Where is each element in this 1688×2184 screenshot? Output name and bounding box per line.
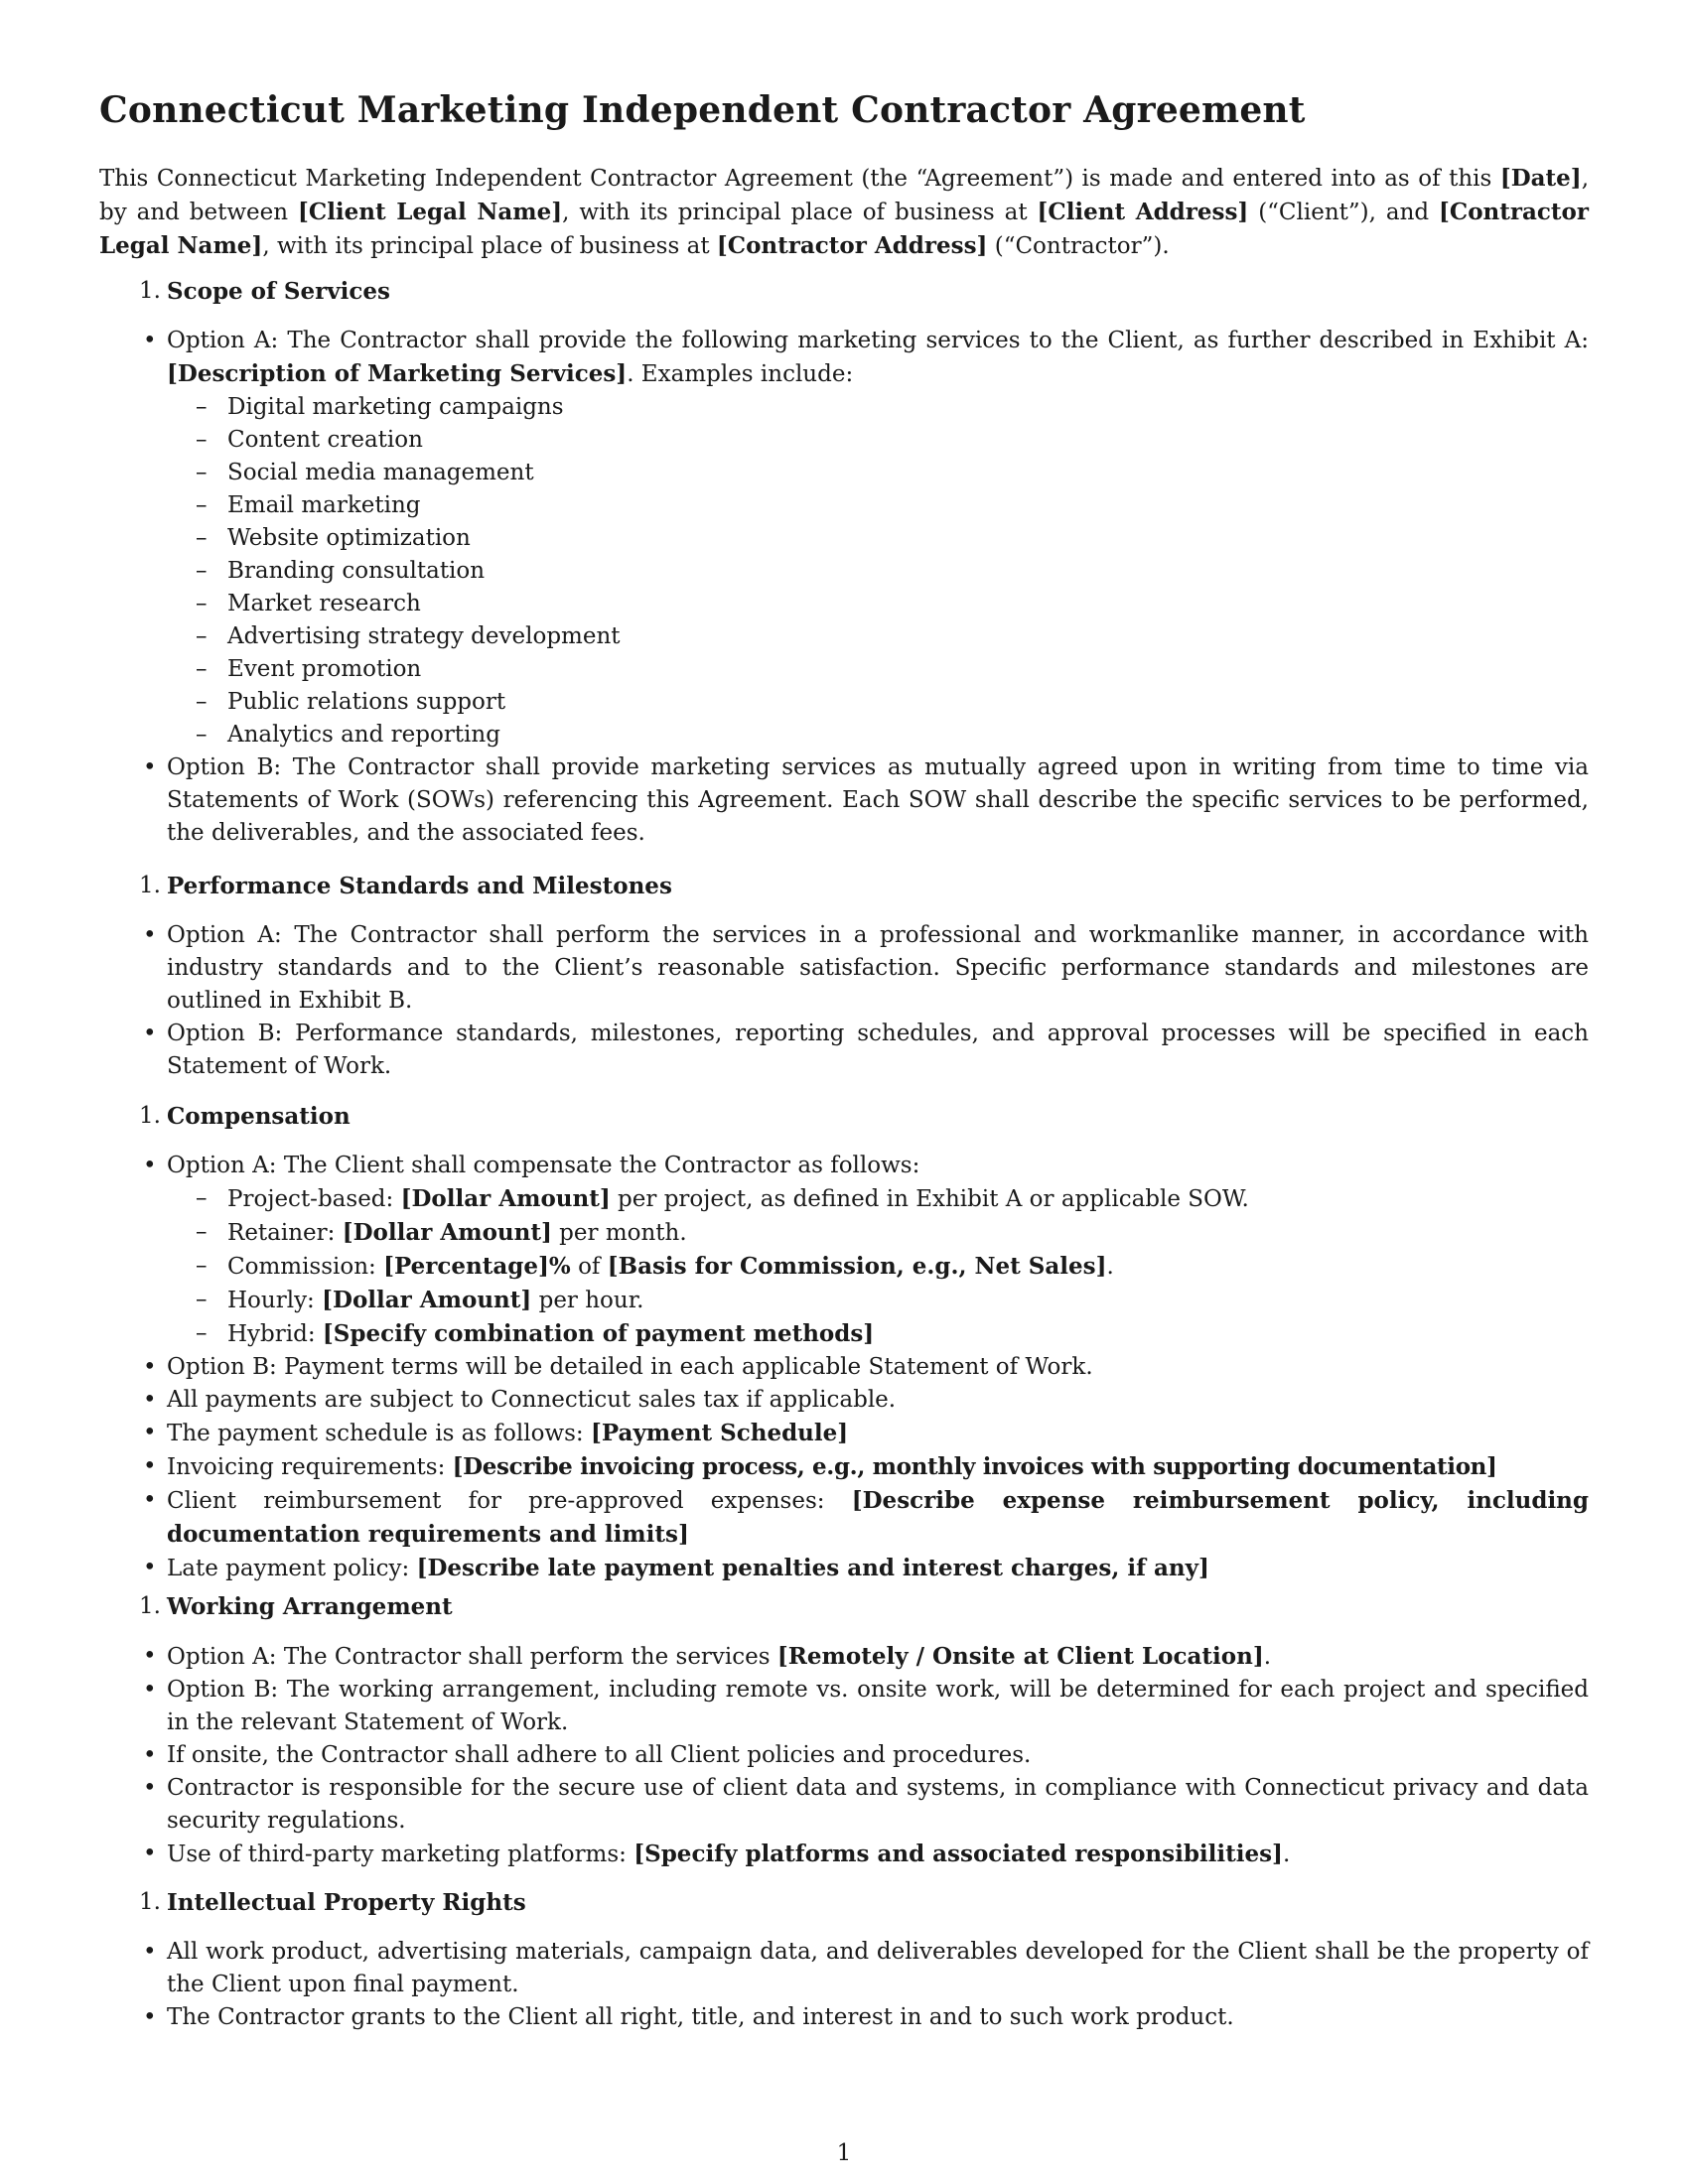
intro-text: (“Contractor”).	[987, 233, 1170, 259]
list-item: • Option B: Performance standards, milestones, reporting schedules, and approval processes will be specified in each Statement of Work.	[99, 1018, 1589, 1083]
list-item	[99, 325, 1589, 751]
intro-paragraph	[99, 162, 1589, 263]
section-compensation	[99, 1100, 1589, 1585]
list-item-text: .	[1282, 1842, 1291, 1867]
list-item: • Contractor is responsible for the secure use of client data and systems, in compliance with Connecticut privacy and data security regulations.	[99, 1772, 1589, 1838]
list-item	[99, 1552, 1589, 1585]
amount-placeholder: [Dollar Amount]	[400, 1185, 611, 1212]
reimbursement-placeholder: [Describe expense reimbursement policy, including documentation requirements and limits]	[167, 1487, 1589, 1548]
amount-placeholder: [Dollar Amount]	[322, 1287, 532, 1313]
list-item: – Public relations support	[167, 686, 1589, 719]
list-item	[99, 1150, 1589, 1351]
list-item-text: Late payment policy:	[167, 1556, 417, 1581]
late-payment-placeholder: [Describe late payment penalties and interest charges, if any]	[416, 1555, 1209, 1581]
list-item	[167, 1250, 1589, 1284]
list-item: • The Contractor grants to the Client all right, title, and interest in and to such work product.	[99, 2001, 1589, 2034]
list-item	[167, 1317, 1589, 1351]
list-item	[167, 1216, 1589, 1250]
list-item-text: Hourly:	[227, 1288, 323, 1313]
section-heading	[99, 275, 1589, 308]
amount-placeholder: [Dollar Amount]	[342, 1219, 552, 1246]
list-item-text: Invoicing requirements:	[167, 1454, 453, 1480]
section-number: 1.	[139, 1593, 161, 1619]
list-item-text: Option A: The Contractor shall perform the services	[167, 1644, 777, 1670]
compensation-list	[99, 1150, 1589, 1585]
intro-text: This Connecticut Marketing Independent Contractor Agreement (the “Agreement”) is made and entered into as of this	[99, 166, 1500, 192]
list-item-text: .	[1106, 1254, 1114, 1280]
list-item-text: Commission:	[227, 1254, 384, 1280]
performance-options-list	[99, 919, 1589, 1083]
services-placeholder: [Description of Marketing Services]	[167, 360, 628, 387]
list-item-text: . Examples include:	[627, 361, 854, 387]
list-item: • Option B: The working arrangement, including remote vs. onsite work, will be determined for each project and specified in the relevant Statement of Work.	[99, 1674, 1589, 1739]
section-heading-text: Working Arrangement	[167, 1593, 453, 1620]
list-item-text: Hybrid:	[227, 1321, 323, 1347]
list-item: – Event promotion	[167, 653, 1589, 686]
intro-text: (“Client”), and	[1248, 200, 1440, 225]
contractor-name-placeholder: [Contractor Legal Name]	[99, 199, 1590, 259]
percentage-placeholder: [Percentage]%	[383, 1253, 571, 1280]
section-number: 1.	[139, 278, 161, 304]
list-item-text: per project, as defined in Exhibit A or applicable SOW.	[610, 1186, 1249, 1212]
page-number: 1	[836, 2140, 852, 2166]
section-working-arrangement	[99, 1590, 1589, 1871]
list-item-text: The payment schedule is as follows:	[167, 1421, 591, 1446]
section-scope-of-services	[99, 275, 1589, 850]
list-item	[99, 1450, 1589, 1484]
list-item: • Option B: Payment terms will be detailed in each applicable Statement of Work.	[99, 1351, 1589, 1384]
commission-basis-placeholder: [Basis for Commission, e.g., Net Sales]	[607, 1253, 1107, 1280]
list-item: – Website optimization	[167, 522, 1589, 555]
contractor-address-placeholder: [Contractor Address]	[716, 232, 988, 259]
location-placeholder: [Remotely / Onsite at Client Location]	[776, 1643, 1264, 1670]
list-item	[99, 1640, 1589, 1674]
list-item: • If onsite, the Contractor shall adhere to all Client policies and procedures.	[99, 1739, 1589, 1772]
list-item: – Market research	[167, 588, 1589, 620]
platforms-placeholder: [Specify platforms and associated responsibilities]	[633, 1841, 1283, 1867]
section-heading	[99, 1590, 1589, 1623]
list-item: – Email marketing	[167, 489, 1589, 522]
section-heading	[99, 1100, 1589, 1133]
section-heading	[99, 870, 1589, 902]
list-item: – Advertising strategy development	[167, 620, 1589, 653]
list-item	[167, 1284, 1589, 1317]
list-item: • Option B: The Contractor shall provide marketing services as mutually agreed upon in writing from time to time via Statements of Work (SOWs) referencing this Agreement. Each SOW shall describe the specific services to be performed, the deliverables, and the associated fees.	[99, 751, 1589, 850]
examples-list	[167, 391, 1589, 751]
list-item-text: Project-based:	[227, 1186, 401, 1212]
list-item	[99, 1417, 1589, 1450]
section-intellectual-property	[99, 1886, 1589, 2034]
list-item: • All work product, advertising materials, campaign data, and deliverables developed for the Client shall be the property of the Client upon final payment.	[99, 1936, 1589, 2001]
list-item-text: Option A: The Client shall compensate the Contractor as follows:	[167, 1153, 920, 1178]
section-heading-text: Scope of Services	[167, 278, 390, 305]
list-item: – Analytics and reporting	[167, 719, 1589, 751]
section-heading-text: Performance Standards and Milestones	[167, 873, 672, 899]
section-heading	[99, 1886, 1589, 1919]
document-page	[99, 0, 1589, 2184]
intro-text: , with its principal place of business at	[562, 200, 1038, 225]
working-arrangement-list	[99, 1640, 1589, 1871]
list-item: • All payments are subject to Connecticut sales tax if applicable.	[99, 1384, 1589, 1417]
document-title: Connecticut Marketing Independent Contractor Agreement	[99, 89, 1306, 131]
schedule-placeholder: [Payment Schedule]	[590, 1420, 849, 1446]
client-name-placeholder: [Client Legal Name]	[298, 199, 563, 225]
date-placeholder: [Date]	[1499, 165, 1582, 192]
list-item-text: of	[570, 1254, 608, 1280]
list-item: • Option A: The Contractor shall perform the services in a professional and workmanlike manner, in accordance with industry standards and to the Client’s reasonable satisfaction. Specific performance standards and milestones are outlined in Exhibit B.	[99, 919, 1589, 1018]
list-item-text: Use of third-party marketing platforms:	[167, 1842, 634, 1867]
section-performance-standards	[99, 870, 1589, 1083]
section-number: 1.	[139, 1103, 161, 1129]
list-item-text: .	[1263, 1644, 1272, 1670]
ip-rights-list	[99, 1936, 1589, 2034]
list-item: – Branding consultation	[167, 555, 1589, 588]
client-address-placeholder: [Client Address]	[1037, 199, 1249, 225]
section-heading-text: Compensation	[167, 1103, 351, 1130]
section-number: 1.	[139, 1889, 161, 1915]
invoicing-placeholder: [Describe invoicing process, e.g., monthly invoices with supporting documentation]	[452, 1453, 1497, 1480]
list-item: – Social media management	[167, 457, 1589, 489]
payment-methods-list	[167, 1182, 1589, 1351]
scope-options-list	[99, 325, 1589, 850]
list-item: – Content creation	[167, 424, 1589, 457]
section-heading-text: Intellectual Property Rights	[167, 1889, 526, 1916]
list-item-text: Retainer:	[227, 1220, 343, 1246]
intro-text: , by and between	[99, 166, 1589, 225]
hybrid-placeholder: [Specify combination of payment methods]	[322, 1320, 875, 1347]
list-item-text: Client reimbursement for pre-approved expenses:	[167, 1488, 852, 1514]
intro-text: , with its principal place of business at	[262, 233, 717, 259]
list-item-text: Option A: The Contractor shall provide the following marketing services to the Client, as further described in Exhibit A:	[167, 328, 1589, 353]
list-item-text: per month.	[551, 1220, 687, 1246]
list-item	[99, 1484, 1589, 1552]
list-item-text: per hour.	[531, 1288, 644, 1313]
list-item: – Digital marketing campaigns	[167, 391, 1589, 424]
list-item	[167, 1182, 1589, 1216]
section-number: 1.	[139, 873, 161, 898]
list-item	[99, 1838, 1589, 1871]
